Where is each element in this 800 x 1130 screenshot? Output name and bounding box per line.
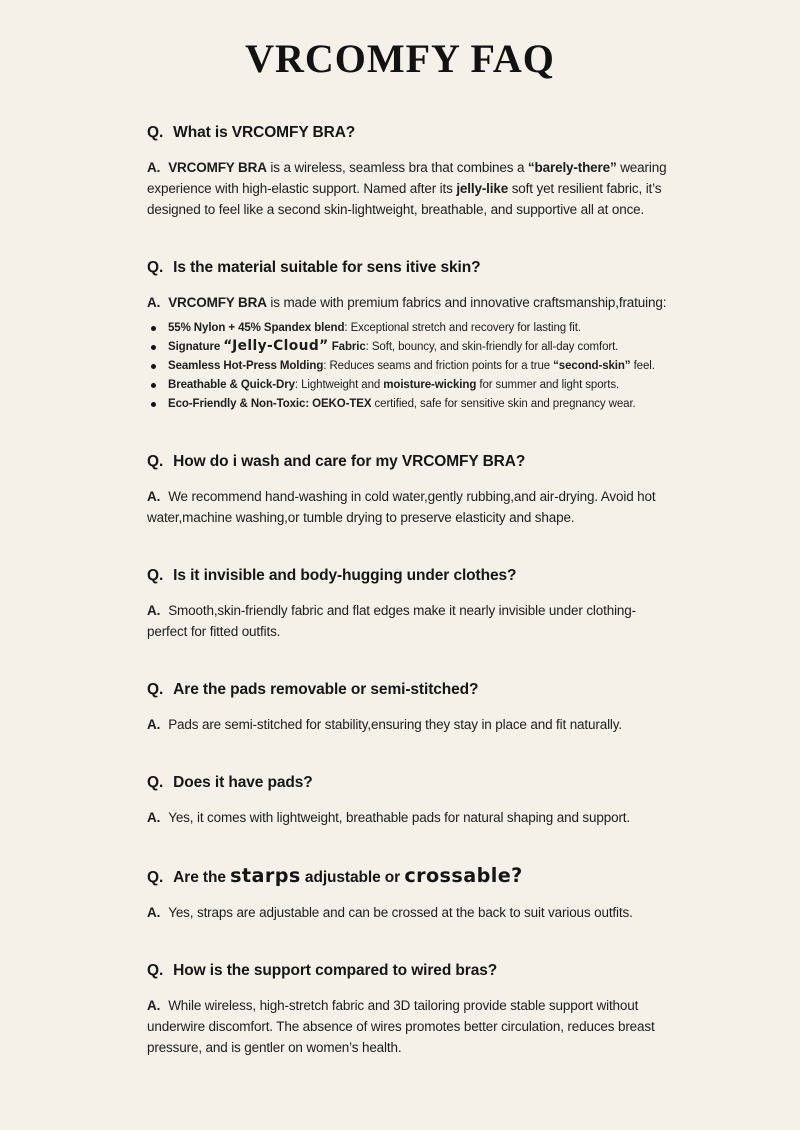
answer-prefix-label: A. bbox=[147, 489, 161, 504]
text-segment: Fabric bbox=[328, 341, 366, 353]
question-text bbox=[173, 453, 525, 470]
question-row bbox=[147, 123, 669, 143]
faq-item bbox=[147, 258, 669, 414]
text-segment: is a wireless, seamless bra that combines a bbox=[266, 160, 528, 175]
text-segment: jelly-like bbox=[456, 181, 509, 196]
bullet-text bbox=[168, 357, 655, 376]
bullet-item bbox=[147, 376, 669, 395]
answer-paragraph bbox=[147, 157, 669, 220]
question-row bbox=[147, 866, 669, 888]
text-segment: certified, safe for sensitive skin and pregnancy wear. bbox=[371, 398, 636, 410]
bullet-text bbox=[168, 338, 618, 357]
question-row bbox=[147, 258, 669, 278]
text-segment: How do i wash and care for my VRCOMFY BRA? bbox=[173, 453, 526, 470]
text-segment: VRCOMFY BRA bbox=[168, 160, 267, 175]
faq-list bbox=[147, 123, 669, 1058]
bullet-text bbox=[168, 376, 619, 395]
answer-prefix-label: A. bbox=[147, 998, 161, 1013]
text-segment: “barely-there” bbox=[527, 160, 617, 175]
question-prefix-label: Q. bbox=[147, 681, 164, 698]
text-segment: Seamless Hot-Press Molding bbox=[168, 360, 324, 372]
text-segment: : Exceptional stretch and recovery for lasting fit. bbox=[344, 322, 581, 334]
question-row bbox=[147, 680, 669, 700]
question-text bbox=[173, 962, 497, 979]
text-segment: Eco-Friendly & Non-Toxic: bbox=[168, 398, 313, 410]
answer-prefix-label: A. bbox=[147, 160, 161, 175]
text-segment: crossable? bbox=[404, 864, 523, 887]
page-title: VRCOMFY FAQ bbox=[245, 36, 555, 81]
bullet-text bbox=[168, 319, 581, 338]
question-row bbox=[147, 566, 669, 586]
answer-paragraph bbox=[147, 292, 669, 313]
question-prefix-label: Q. bbox=[147, 453, 164, 470]
text-segment: Yes, it comes with lightweight, breathable pads for natural shaping and support. bbox=[168, 810, 630, 825]
question-prefix-label: Q. bbox=[147, 567, 164, 584]
bullet-dot-icon bbox=[151, 326, 156, 331]
question-prefix-label: Q. bbox=[147, 124, 164, 141]
question-text bbox=[173, 681, 478, 698]
text-segment: Does it have pads? bbox=[173, 774, 313, 791]
answer-prefix-label: A. bbox=[147, 810, 161, 825]
question-text bbox=[173, 864, 523, 887]
answer-paragraph bbox=[147, 600, 669, 642]
text-segment: feel. bbox=[630, 360, 655, 372]
text-segment: What is VRCOMFY BRA? bbox=[173, 124, 356, 141]
faq-item bbox=[147, 566, 669, 642]
text-segment: moisture-wicking bbox=[383, 379, 477, 391]
text-segment: Are the bbox=[173, 869, 231, 886]
bullet-item bbox=[147, 357, 669, 376]
bullet-dot-icon bbox=[151, 383, 156, 388]
question-row bbox=[147, 961, 669, 981]
answer-paragraph bbox=[147, 807, 669, 828]
faq-item bbox=[147, 452, 669, 528]
answer-prefix-label: A. bbox=[147, 905, 161, 920]
question-text bbox=[173, 259, 480, 276]
bullet-item bbox=[147, 319, 669, 338]
answers bbox=[147, 486, 669, 528]
faq-item bbox=[147, 773, 669, 828]
answer-prefix-label: A. bbox=[147, 717, 161, 732]
text-segment: Is it invisible and body-hugging under clothes? bbox=[173, 567, 517, 584]
text-segment: “Jelly-Cloud” bbox=[223, 338, 329, 354]
answers bbox=[147, 157, 669, 220]
text-segment: Yes, straps are adjustable and can be crossed at the back to suit various outfits. bbox=[168, 905, 633, 920]
faq-item bbox=[147, 680, 669, 735]
text-segment: Signature bbox=[168, 341, 224, 353]
text-segment: “second-skin” bbox=[553, 360, 631, 372]
bullet-text bbox=[168, 395, 636, 414]
faq-item bbox=[147, 123, 669, 220]
answer-paragraph bbox=[147, 714, 669, 735]
text-segment: : Reduces seams and friction points for a true bbox=[323, 360, 554, 372]
answers bbox=[147, 902, 669, 923]
answers bbox=[147, 292, 669, 414]
text-segment: VRCOMFY BRA bbox=[168, 295, 267, 310]
text-segment: for summer and light sports. bbox=[476, 379, 620, 391]
question-prefix-label: Q. bbox=[147, 774, 164, 791]
text-segment: : Soft, bouncy, and skin-friendly for all-day comfort. bbox=[365, 341, 619, 353]
text-segment: While wireless, high-stretch fabric and 3D tailoring provide stable support without underwire discomfort. The absence of wires promotes better circulation, reduces breast pressure, and is gentler on women’s health. bbox=[147, 998, 655, 1055]
text-segment: 55% Nylon + 45% Spandex blend bbox=[168, 322, 345, 334]
answers bbox=[147, 714, 669, 735]
answer-paragraph bbox=[147, 486, 669, 528]
answer-prefix-label: A. bbox=[147, 603, 161, 618]
question-prefix-label: Q. bbox=[147, 259, 164, 276]
question-row bbox=[147, 452, 669, 472]
question-prefix-label: Q. bbox=[147, 869, 164, 886]
question-text bbox=[173, 567, 516, 584]
text-segment: is made with premium fabrics and innovative craftsmanship,fratuing: bbox=[266, 295, 667, 310]
question-prefix-label: Q. bbox=[147, 962, 164, 979]
answers bbox=[147, 600, 669, 642]
text-segment: starps bbox=[230, 864, 301, 887]
faq-item bbox=[147, 961, 669, 1058]
text-segment: How is the support compared to wired bras? bbox=[173, 962, 498, 979]
text-segment: Breathable & Quick-Dry bbox=[168, 379, 295, 391]
text-segment: OEKO-TEX bbox=[312, 398, 372, 410]
question-row bbox=[147, 773, 669, 793]
text-segment: Are the pads removable or semi-stitched? bbox=[173, 681, 479, 698]
answer-paragraph bbox=[147, 995, 669, 1058]
feature-bullet-list bbox=[147, 319, 669, 414]
answer-paragraph bbox=[147, 902, 669, 923]
text-segment: adjustable or bbox=[300, 869, 405, 886]
bullet-dot-icon bbox=[151, 345, 156, 350]
text-segment: soft yet resilient fabric, it’s designed to feel like a second skin-lightweight, breathable, and supportive all at once. bbox=[147, 181, 662, 217]
bullet-dot-icon bbox=[151, 402, 156, 407]
text-segment: We recommend hand-washing in cold water,gently rubbing,and air-drying. Avoid hot water,machine washing,or tumble drying to preserve elasticity and shape. bbox=[147, 489, 656, 525]
answer-prefix-label: A. bbox=[147, 295, 161, 310]
bullet-dot-icon bbox=[151, 364, 156, 369]
question-text bbox=[173, 774, 312, 791]
answers bbox=[147, 807, 669, 828]
text-segment: wearing experience with high-elastic support. Named after its bbox=[147, 160, 667, 196]
text-segment: : Lightweight and bbox=[294, 379, 384, 391]
answers bbox=[147, 995, 669, 1058]
text-segment: Is the material suitable for sens itive skin? bbox=[173, 259, 481, 276]
faq-item bbox=[147, 866, 669, 923]
bullet-item bbox=[147, 395, 669, 414]
text-segment: Smooth,skin-friendly fabric and flat edges make it nearly invisible under clothing-perfect for fitted outfits. bbox=[147, 603, 636, 639]
text-segment: Pads are semi-stitched for stability,ensuring they stay in place and fit naturally. bbox=[168, 717, 622, 732]
bullet-item bbox=[147, 338, 669, 357]
question-text bbox=[173, 124, 355, 141]
